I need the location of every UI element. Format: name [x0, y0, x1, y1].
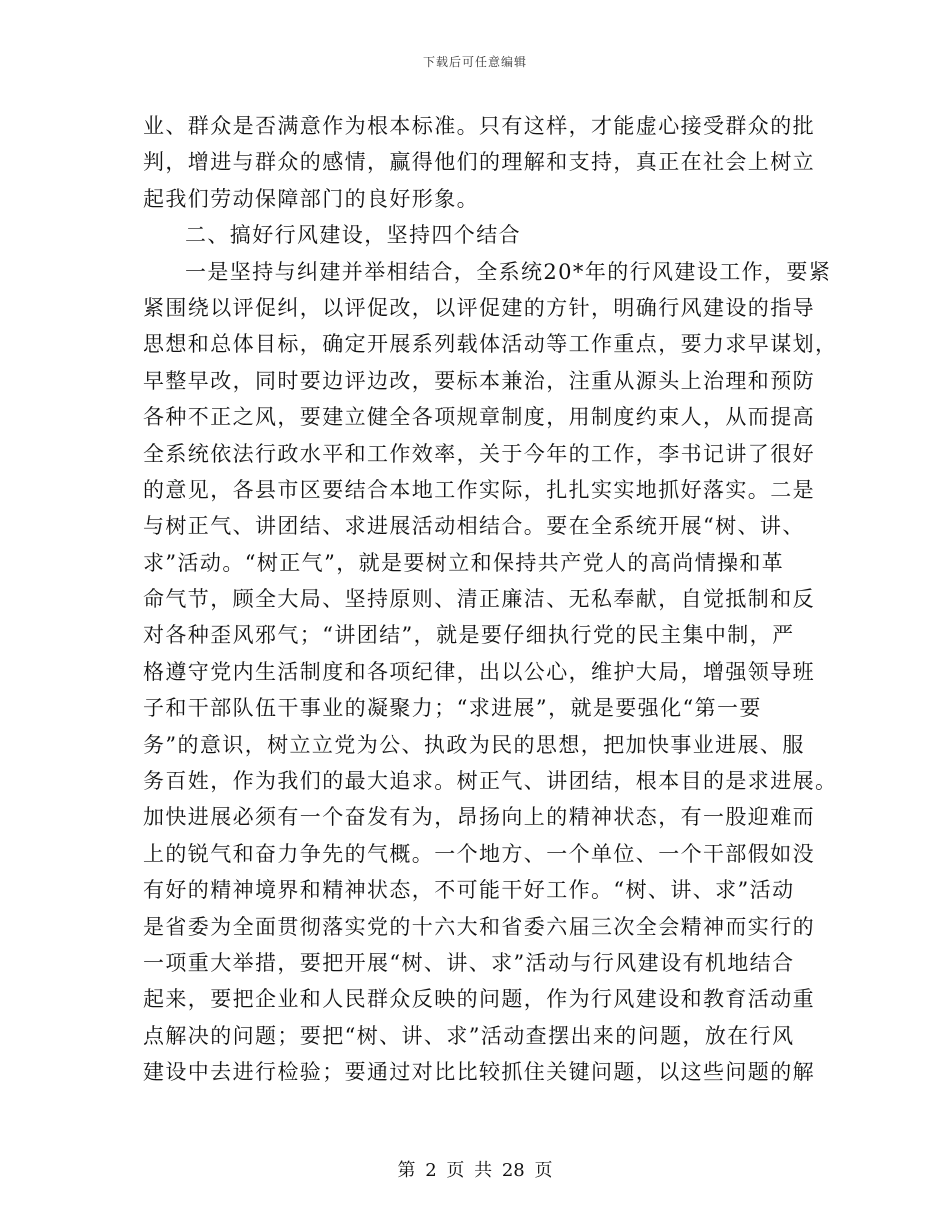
text-line: 各种不正之风，要建立健全各项规章制度，用制度约束人，从而提高 — [143, 405, 815, 430]
text-line: 一是坚持与纠建并举相结合，全系统20*年的行风建设工作，要紧 — [185, 259, 832, 284]
page-number-footer: 第 2 页 共 28 页 — [397, 1160, 553, 1181]
text-line: 求”活动。“树正气”，就是要树立和保持共产党人的高尚情操和革 — [143, 550, 785, 575]
text-line: 一项重大举措，要把开展“树、讲、求”活动与行风建设有机地结合 — [143, 950, 795, 975]
text-line: 建设中去进行检验；要通过对比比较抓住关键问题，以这些问题的解 — [143, 1060, 815, 1085]
body-text — [143, 108, 838, 1091]
text-line: 紧围绕以评促纠，以评促改，以评促建的方针，明确行风建设的指导 — [143, 295, 815, 320]
text-line: 起来，要把企业和人民群众反映的问题，作为行风建设和教育活动重 — [143, 987, 815, 1012]
text-line: 二、搞好行风建设，坚持四个结合 — [185, 223, 521, 248]
text-line: 对各种歪风邪气；“讲团结”，就是要仔细执行党的民主集中制，严 — [143, 623, 795, 648]
text-line: 上的锐气和奋力争先的气概。一个地方、一个单位、一个干部假如没 — [143, 841, 815, 866]
text-line: 早整早改，同时要边评边改，要标本兼治，注重从源头上治理和预防 — [143, 368, 815, 393]
text-line: 业、群众是否满意作为根本标准。只有这样，才能虚心接受群众的批 — [143, 114, 815, 138]
text-line: 起我们劳动保障部门的良好形象。 — [143, 186, 479, 211]
text-line: 命气节，顾全大局、坚持原则、清正廉洁、无私奉献，自觉抵制和反 — [143, 587, 815, 612]
text-line: 务百姓，作为我们的最大追求。树正气、讲团结，根本目的是求进展。 — [143, 769, 838, 794]
text-line: 格遵守党内生活制度和各项纪律，出以公心，维护大局，增强领导班 — [143, 659, 815, 684]
text-line: 的意见，各县市区要结合本地工作实际，扎扎实实地抓好落实。二是 — [143, 477, 815, 502]
text-line: 子和干部队伍干事业的凝聚力；“求进展”，就是要强化“第一要 — [143, 696, 762, 721]
text-line: 点解决的问题；要把“树、讲、求”活动查摆出来的问题，放在行风 — [143, 1023, 795, 1048]
text-line: 务”的意识，树立立党为公、执政为民的思想，把加快事业进展、服 — [143, 732, 805, 757]
text-line: 判，增进与群众的感情，赢得他们的理解和支持，真正在社会上树立 — [143, 150, 815, 175]
text-line: 全系统依法行政水平和工作效率，关于今年的工作，李书记讲了很好 — [143, 441, 815, 466]
text-line: 有好的精神境界和精神状态，不可能干好工作。“树、讲、求”活动 — [143, 878, 795, 903]
text-line: 思想和总体目标，确定开展系列载体活动等工作重点，要力求早谋划， — [143, 332, 838, 357]
text-line: 与树正气、讲团结、求进展活动相结合。要在全系统开展“树、讲、 — [143, 514, 805, 539]
page-header-note: 下载后可任意编辑 — [422, 55, 527, 69]
text-line: 加快进展必须有一个奋发有为，昂扬向上的精神状态，有一股迎难而 — [143, 805, 815, 830]
text-line: 是省委为全面贯彻落实党的十六大和省委六届三次全会精神而实行的 — [143, 914, 815, 939]
